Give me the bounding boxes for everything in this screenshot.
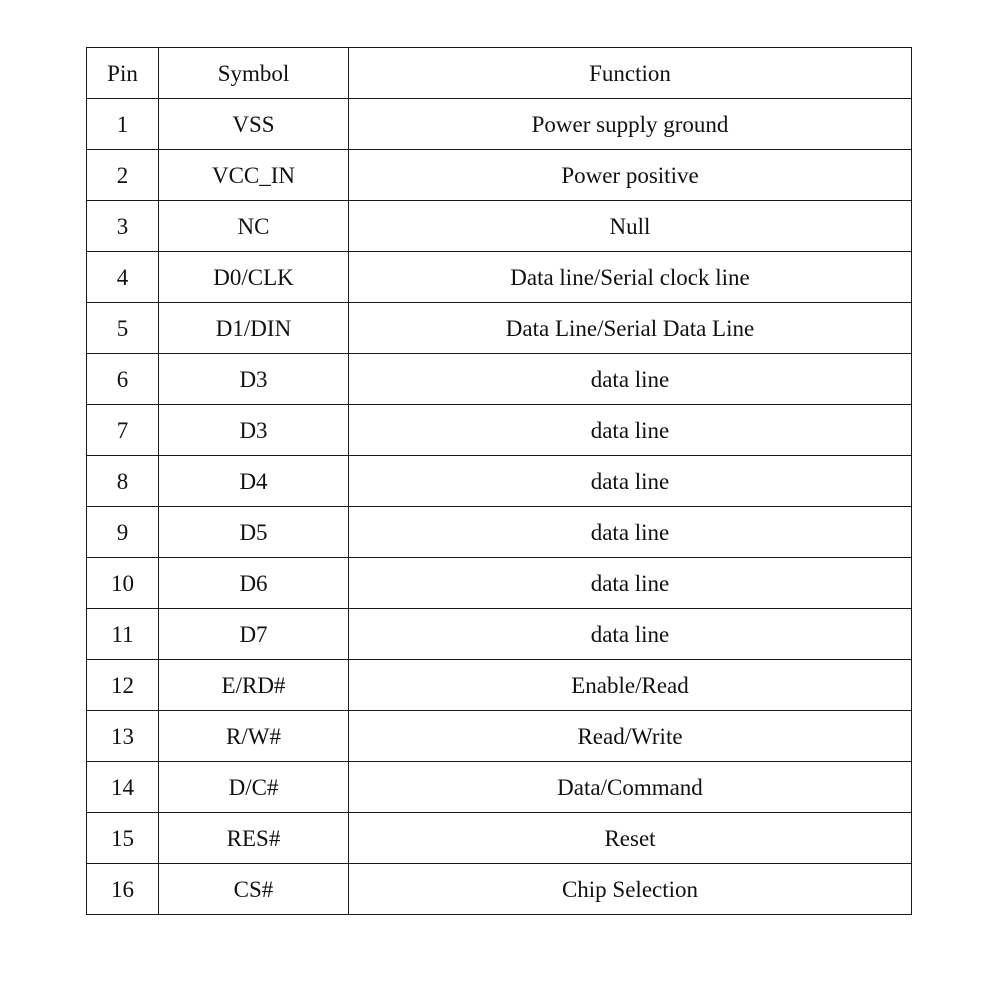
table-body — [87, 99, 912, 915]
function-cell: Enable/Read — [349, 660, 912, 711]
table-row — [87, 150, 912, 201]
symbol-cell: D5 — [159, 507, 349, 558]
table-row — [87, 405, 912, 456]
pin-cell: 11 — [87, 609, 159, 660]
header-symbol: Symbol — [159, 48, 349, 99]
pin-cell: 9 — [87, 507, 159, 558]
function-cell: Power positive — [349, 150, 912, 201]
function-cell: Power supply ground — [349, 99, 912, 150]
pin-cell: 16 — [87, 864, 159, 915]
table-row — [87, 609, 912, 660]
pin-cell: 13 — [87, 711, 159, 762]
symbol-cell: VCC_IN — [159, 150, 349, 201]
table-row — [87, 201, 912, 252]
pin-cell: 2 — [87, 150, 159, 201]
table-header — [87, 48, 912, 99]
function-cell: data line — [349, 507, 912, 558]
table-row — [87, 711, 912, 762]
symbol-cell: NC — [159, 201, 349, 252]
symbol-cell: D3 — [159, 405, 349, 456]
function-cell: data line — [349, 405, 912, 456]
function-cell: data line — [349, 609, 912, 660]
symbol-cell: D0/CLK — [159, 252, 349, 303]
symbol-cell: VSS — [159, 99, 349, 150]
pin-cell: 3 — [87, 201, 159, 252]
symbol-cell: RES# — [159, 813, 349, 864]
pin-cell: 10 — [87, 558, 159, 609]
function-cell: data line — [349, 558, 912, 609]
pin-cell: 5 — [87, 303, 159, 354]
symbol-cell: D6 — [159, 558, 349, 609]
pin-cell: 7 — [87, 405, 159, 456]
table-row — [87, 660, 912, 711]
table-row — [87, 354, 912, 405]
pin-cell: 6 — [87, 354, 159, 405]
symbol-cell: D/C# — [159, 762, 349, 813]
table-row — [87, 303, 912, 354]
function-cell: Data Line/Serial Data Line — [349, 303, 912, 354]
table-row — [87, 558, 912, 609]
symbol-cell: E/RD# — [159, 660, 349, 711]
symbol-cell: CS# — [159, 864, 349, 915]
pin-cell: 14 — [87, 762, 159, 813]
table-row — [87, 507, 912, 558]
symbol-cell: D4 — [159, 456, 349, 507]
pin-cell: 12 — [87, 660, 159, 711]
function-cell: data line — [349, 354, 912, 405]
function-cell: Chip Selection — [349, 864, 912, 915]
symbol-cell: R/W# — [159, 711, 349, 762]
function-cell: Read/Write — [349, 711, 912, 762]
table-row — [87, 864, 912, 915]
table-row — [87, 252, 912, 303]
table-row — [87, 456, 912, 507]
pin-cell: 1 — [87, 99, 159, 150]
table-row — [87, 762, 912, 813]
pin-cell: 4 — [87, 252, 159, 303]
pin-cell: 8 — [87, 456, 159, 507]
header-pin: Pin — [87, 48, 159, 99]
pin-definition-table — [86, 47, 912, 915]
table-row — [87, 99, 912, 150]
function-cell: Reset — [349, 813, 912, 864]
symbol-cell: D1/DIN — [159, 303, 349, 354]
symbol-cell: D7 — [159, 609, 349, 660]
table-row — [87, 813, 912, 864]
function-cell: data line — [349, 456, 912, 507]
function-cell: Data line/Serial clock line — [349, 252, 912, 303]
header-row — [87, 48, 912, 99]
symbol-cell: D3 — [159, 354, 349, 405]
function-cell: Null — [349, 201, 912, 252]
function-cell: Data/Command — [349, 762, 912, 813]
pin-cell: 15 — [87, 813, 159, 864]
header-function: Function — [349, 48, 912, 99]
